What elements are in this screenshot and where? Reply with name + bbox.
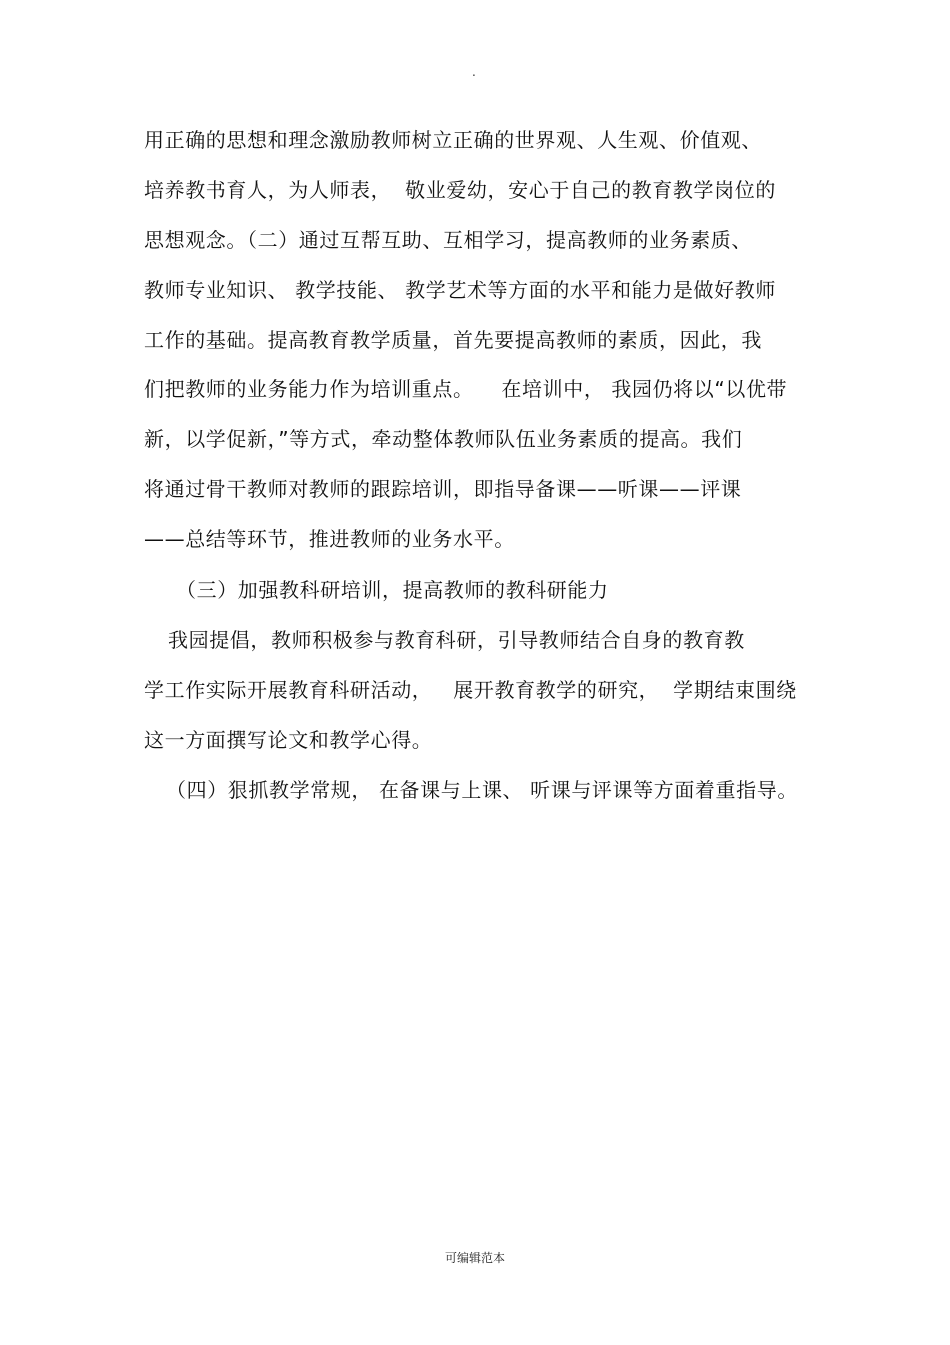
section-heading: （四）狠抓教学常规， 在备课与上课、 听课与评课等方面着重指导。 <box>166 778 798 802</box>
text-line: 新，以学促新，”等方式，牵动整体教师队伍业务素质的提高。我们 <box>144 427 743 451</box>
text-line: 我园提倡，教师积极参与教育科研，引导教师结合自身的教育教 <box>168 628 745 652</box>
text-line: ——总结等环节，推进教师的业务水平。 <box>144 527 515 551</box>
text-line: 学工作实际开展教育科研活动， 展开教育教学的研究， 学期结束围绕 <box>144 678 797 702</box>
header-mark: . <box>472 65 476 79</box>
text-line: 工作的基础。提高教育教学质量，首先要提高教师的素质，因此，我 <box>144 328 762 352</box>
text-line: 将通过骨干教师对教师的跟踪培训，即指导备课——听课——评课 <box>144 477 742 501</box>
footer-text: 可编辑范本 <box>444 1251 505 1265</box>
section-heading: （三）加强教科研培训，提高教师的教科研能力 <box>176 578 609 602</box>
text-line: 这一方面撰写论文和教学心得。 <box>144 728 433 752</box>
text-line: 用正确的思想和理念激励教师树立正确的世界观、人生观、价值观、 <box>144 128 762 152</box>
text-line: 培养教书育人，为人师表， 敬业爱幼，安心于自己的教育教学岗位的 <box>144 178 776 202</box>
text-line: 思想观念。（二）通过互帮互助、互相学习，提高教师的业务素质、 <box>144 228 752 252</box>
text-line: 们把教师的业务能力作为培训重点。 在培训中， 我园仍将以“以优带 <box>144 377 788 401</box>
text-line: 教师专业知识、 教学技能、 教学艺术等方面的水平和能力是做好教师 <box>144 278 776 302</box>
